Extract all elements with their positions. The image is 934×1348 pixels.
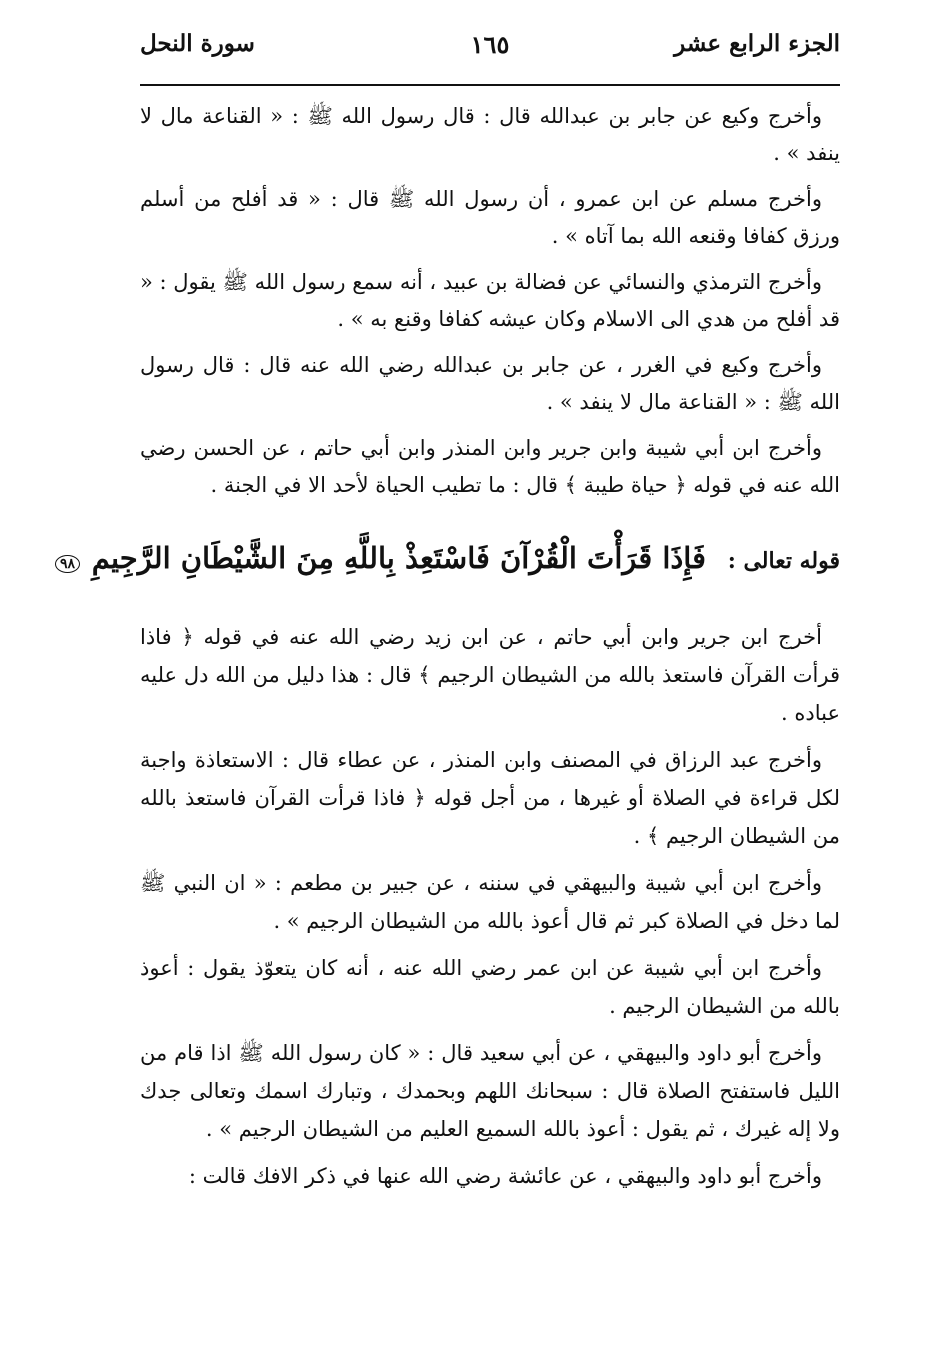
- text-block-top: [140, 98, 840, 504]
- paragraph: وأخرج عبد الرزاق في المصنف وابن المنذر ، عن عطاء قال : الاستعاذة واجبة لكل قراءة في الصلاة أو غيرها ، من أجل قوله ﴿ فاذا قرأت القرآن فاستعذ بالله من الشيطان الرجيم ﴾ .: [140, 748, 840, 848]
- paragraph: وأخرج وكيع عن جابر بن عبدالله قال : قال رسول الله ﷺ : « القناعة مال لا ينفد » .: [140, 104, 840, 165]
- page: [60, 22, 840, 1204]
- paragraph: وأخرج وكيع في الغرر ، عن جابر بن عبدالله رضي الله عنه قال : قال رسول الله ﷺ : « القناعة مال لا ينفد » .: [140, 353, 840, 414]
- paragraph: وأخرج أبو داود والبيهقي ، عن أبي سعيد قال : « كان رسول الله ﷺ اذا قام من الليل فاستفتح الصلاة قال : سبحانك اللهم وبحمدك ، وتبارك اسمك وتعالى جدك ولا إله غيرك ، ثم يقول : أعوذ بالله السميع العليم من الشيطان الرجيم » .: [140, 1041, 840, 1141]
- quran-verse: [60, 538, 840, 584]
- paragraph: وأخرج مسلم عن ابن عمرو ، أن رسول الله ﷺ قال : « قد أفلح من أسلم ورزق كفافا وقنعه الله بما آتاه » .: [140, 187, 840, 248]
- verse-number: ٩٨: [55, 555, 80, 573]
- page-header: [140, 22, 840, 86]
- paragraph: وأخرج ابن أبي شيبة والبيهقي في سننه ، عن جبير بن مطعم : « ان النبي ﷺ لما دخل في الصلاة كبر ثم قال أعوذ بالله من الشيطان الرجيم » .: [140, 871, 840, 933]
- paragraph: وأخرج الترمذي والنسائي عن فضالة بن عبيد ، أنه سمع رسول الله ﷺ يقول : « قد أفلح من هدي الى الاسلام وكان عيشه كفافا وقنع به » .: [140, 270, 840, 331]
- paragraph: وأخرج ابن أبي شيبة وابن جرير وابن المنذر وابن أبي حاتم ، عن الحسن رضي الله عنه في قوله ﴿ حياة طيبة ﴾ قال : ما تطيب الحياة لأحد الا في الجنة .: [140, 436, 840, 497]
- part-title: الجزء الرابع عشر: [674, 30, 840, 57]
- surah-title: سورة النحل: [140, 30, 255, 57]
- verse-lead: قوله تعالى :: [727, 548, 840, 574]
- paragraph: وأخرج ابن أبي شيبة عن ابن عمر رضي الله عنه ، أنه كان يتعوّذ يقول : أعوذ بالله من الشيطان الرجيم .: [140, 956, 840, 1018]
- paragraph: أخرج ابن جرير وابن أبي حاتم ، عن ابن زيد رضي الله عنه في قوله ﴿ فاذا قرأت القرآن فاستعذ بالله من الشيطان الرجيم ﴾ قال : هذا دليل من الله دل عليه عباده .: [140, 625, 840, 725]
- text-block-bottom: [140, 618, 840, 1195]
- paragraph: وأخرج أبو داود والبيهقي ، عن عائشة رضي الله عنها في ذكر الافك قالت :: [188, 1164, 822, 1188]
- page-number: ١٦٥: [470, 30, 510, 59]
- verse-text: فَإِذَا قَرَأْتَ الْقُرْآنَ فَاسْتَعِذْ بِاللَّهِ مِنَ الشَّيْطَانِ الرَّجِيمِ: [91, 541, 707, 575]
